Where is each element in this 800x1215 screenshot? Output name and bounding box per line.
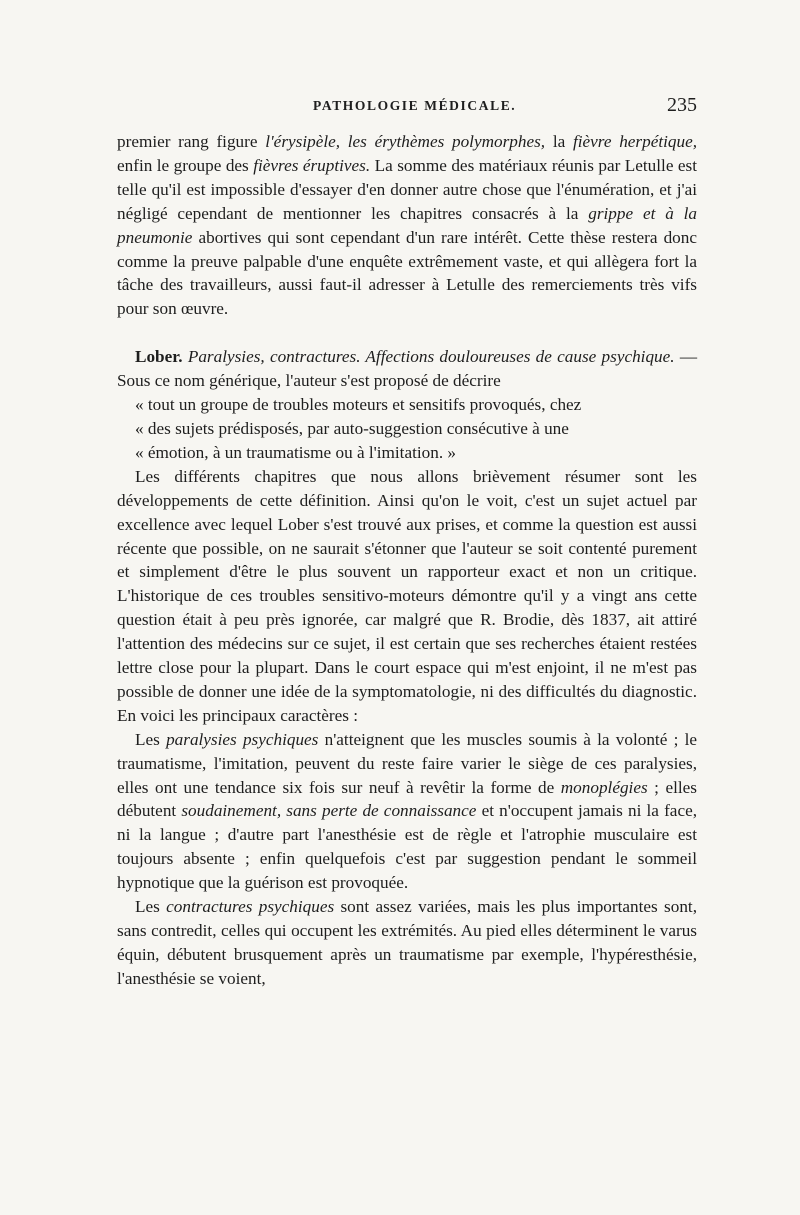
book-page [117, 96, 697, 991]
quotation-line: « des sujets prédisposés, par auto-suggestion consécutive à une [135, 418, 569, 438]
text-run: — Sous ce nom générique, l'auteur s'est proposé de décrire [117, 347, 697, 391]
text-run: la [545, 132, 573, 151]
quotation-line: « émotion, à un traumatisme ou à l'imitation. » [135, 442, 457, 462]
paragraph-letulle-continuation [117, 130, 697, 321]
text-run: Les différents chapitres que nous allons brièvement résumer sont les développements de cette définition. Ainsi qu'on le voit, c'est un sujet actuel par excellence avec lequel Lober s'est trouvé aux prises, et comme la question est aussi récente que possible, on ne saurait s'étonner que l'auteur se soit contenté purement et simplement d'être le plus souvent un rapporteur exact et non un critique. L'historique de ces troubles sensitivo-moteurs démontre qu'il y a vingt ans cette question était à peu près ignorée, car malgré que R. Brodie, dès 1837, ait attiré l'attention des médecins sur ce sujet, il est certain que ses recherches étaient restées lettre close pour la plupart. Dans le court espace qui m'est enjoint, il ne m'est pas possible de donner une idée de la symptomatologie, ni des difficultés du diagnostic. En voici les principaux caractères : [117, 466, 697, 725]
text-run: La somme des matériaux réunis par Letulle est telle qu'il est impossible d'essayer d'en donner autre chose que l'énumération, et j'ai négligé cependant de mentionner les chapitres consacrés à la [117, 155, 698, 223]
italic-run: l'érysipèle, les érythèmes polymorphes, [265, 132, 546, 151]
quotation-line: « tout un groupe de troubles moteurs et sensitifs provoqués, chez [135, 395, 582, 415]
text-run: n'atteignent que les muscles soumis à la volonté ; le traumatisme, l'imitation, peuvent du reste faire varier le siège de ces paralysies, elles ont une tendance six fois sur neuf à revêtir la forme de [117, 729, 697, 797]
italic-run: monoplégies [560, 777, 648, 797]
paragraph-summary [117, 465, 697, 728]
text-run: premier rang figure [117, 132, 266, 151]
text-run: sont assez variées, mais les plus importantes sont, sans contredit, celles qui occupent les extrémités. Au pied elles déterminent le varus équin, débutent brusquement après un traumatisme par exemple, l'hypéresthésie, l'anesthésie se voient, [117, 897, 697, 988]
author-name: Lober. [135, 347, 183, 367]
text-run: et n'occupent jamais ni la face, ni la langue ; d'autre part l'anesthésie est de règle et l'atrophie musculaire est toujours absente ; enfin quelquefois c'est par suggestion pendant le sommeil hypnotique que la guérison est provoquée. [117, 801, 697, 893]
italic-run: fièvres éruptives. [253, 155, 371, 175]
text-run: ; elles débutent [117, 777, 697, 821]
text-run: Les [135, 897, 167, 917]
italic-run: grippe et à la pneumonie [117, 203, 697, 247]
italic-run: paralysies psychiques [166, 729, 319, 749]
page-header [117, 96, 697, 130]
text-run: Les [135, 729, 167, 749]
running-title: PATHOLOGIE MÉDICALE. [313, 98, 517, 113]
paragraph-contractures [117, 895, 697, 991]
italic-run: fièvre herpétique, [572, 132, 698, 151]
paragraph-lober [117, 345, 697, 465]
text-run: enfin le groupe des [117, 155, 254, 175]
italic-run: soudainement, sans perte de connaissance [181, 801, 477, 821]
text-run: abortives qui sont cependant d'un rare intérêt. Cette thèse restera donc comme la preuve palpable d'une enquête extrêmement vaste, et qui allègera fort la tâche des travailleurs, aussi faut-il adresser à Letulle des remerciements très vifs pour son œuvre. [117, 227, 697, 319]
italic-run: contractures psychiques [166, 897, 335, 917]
page-number: 235 [667, 94, 697, 116]
paragraph-paralysies [117, 728, 697, 895]
work-title: Paralysies, contractures. Affections douloureuses de cause psychique. [187, 347, 675, 367]
